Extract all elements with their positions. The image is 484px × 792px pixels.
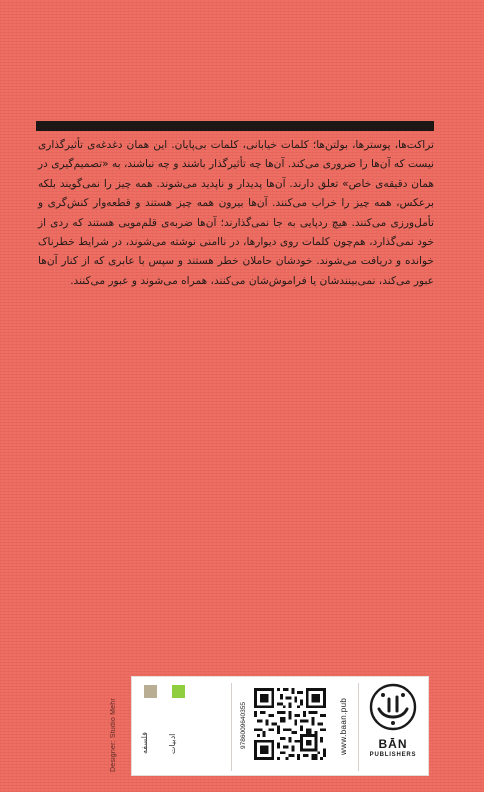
category-label: فلسفه: [140, 732, 149, 754]
publisher-subtitle: PUBLISHERS: [369, 752, 417, 758]
blurb-text: تراکت‌ها، پوسترها، بولتن‌ها؛ کلمات خیابانی، کلمات بی‌پایان. این همان دغدغه‌ی تأثیرگذاری نیست که آن‌ها را ضروری می‌کند. آن‌ها چه تأثیرگذار باشند و چه نباشند، به «تصمیم‌گیری در همان دقیقه‌ی خاص» تعلق دارند. آن‌ها پدیدار و ناپدید می‌شوند. همه چیز را نمی‌گویند بلکه برعکس، همه چیز را خراب می‌کنند. آن‌ها بیرون همه چیز هستند و قطعه‌وار کنش‌گری و تأمل‌ورزی می‌کنند. هیچ ردپایی به جا نمی‌گذارند؛ آن‌ها ضربه‌ی قلم‌مویی هستند که ردی از خود نمی‌گذارد، هم‌چون کلمات روی دیوارها، در ناامنی نوشته می‌شوند، در شرایط خطرناک خوانده و دریافت می‌شوند. خودشان حاملان خطر هستند و سپس با عابری که از کنار آن‌ها عبور می‌کند، نمی‌بینندشان یا فراموش‌شان می‌کنند، همراه می‌شوند و عبور می‌کنند.: [38, 139, 434, 287]
category-literature: [168, 685, 188, 769]
category-swatch-icon: [172, 685, 185, 698]
panel-divider: [231, 683, 232, 771]
category-swatch-icon: [144, 685, 157, 698]
panel-divider: [358, 683, 359, 771]
designer-credit: Designer: Studio Mehr: [110, 698, 117, 772]
isbn-number: 9786009640355: [240, 702, 247, 750]
category-label: ادبیات: [168, 733, 177, 754]
publisher-logo-icon: [367, 683, 419, 731]
top-rule: [36, 121, 434, 131]
publisher-name: BĀN: [378, 737, 408, 751]
category-philosophy: [140, 685, 160, 769]
qr-code-icon[interactable]: [254, 688, 326, 760]
publisher-url[interactable]: www.baan.pub: [339, 697, 348, 755]
publisher-logo: [363, 683, 423, 771]
